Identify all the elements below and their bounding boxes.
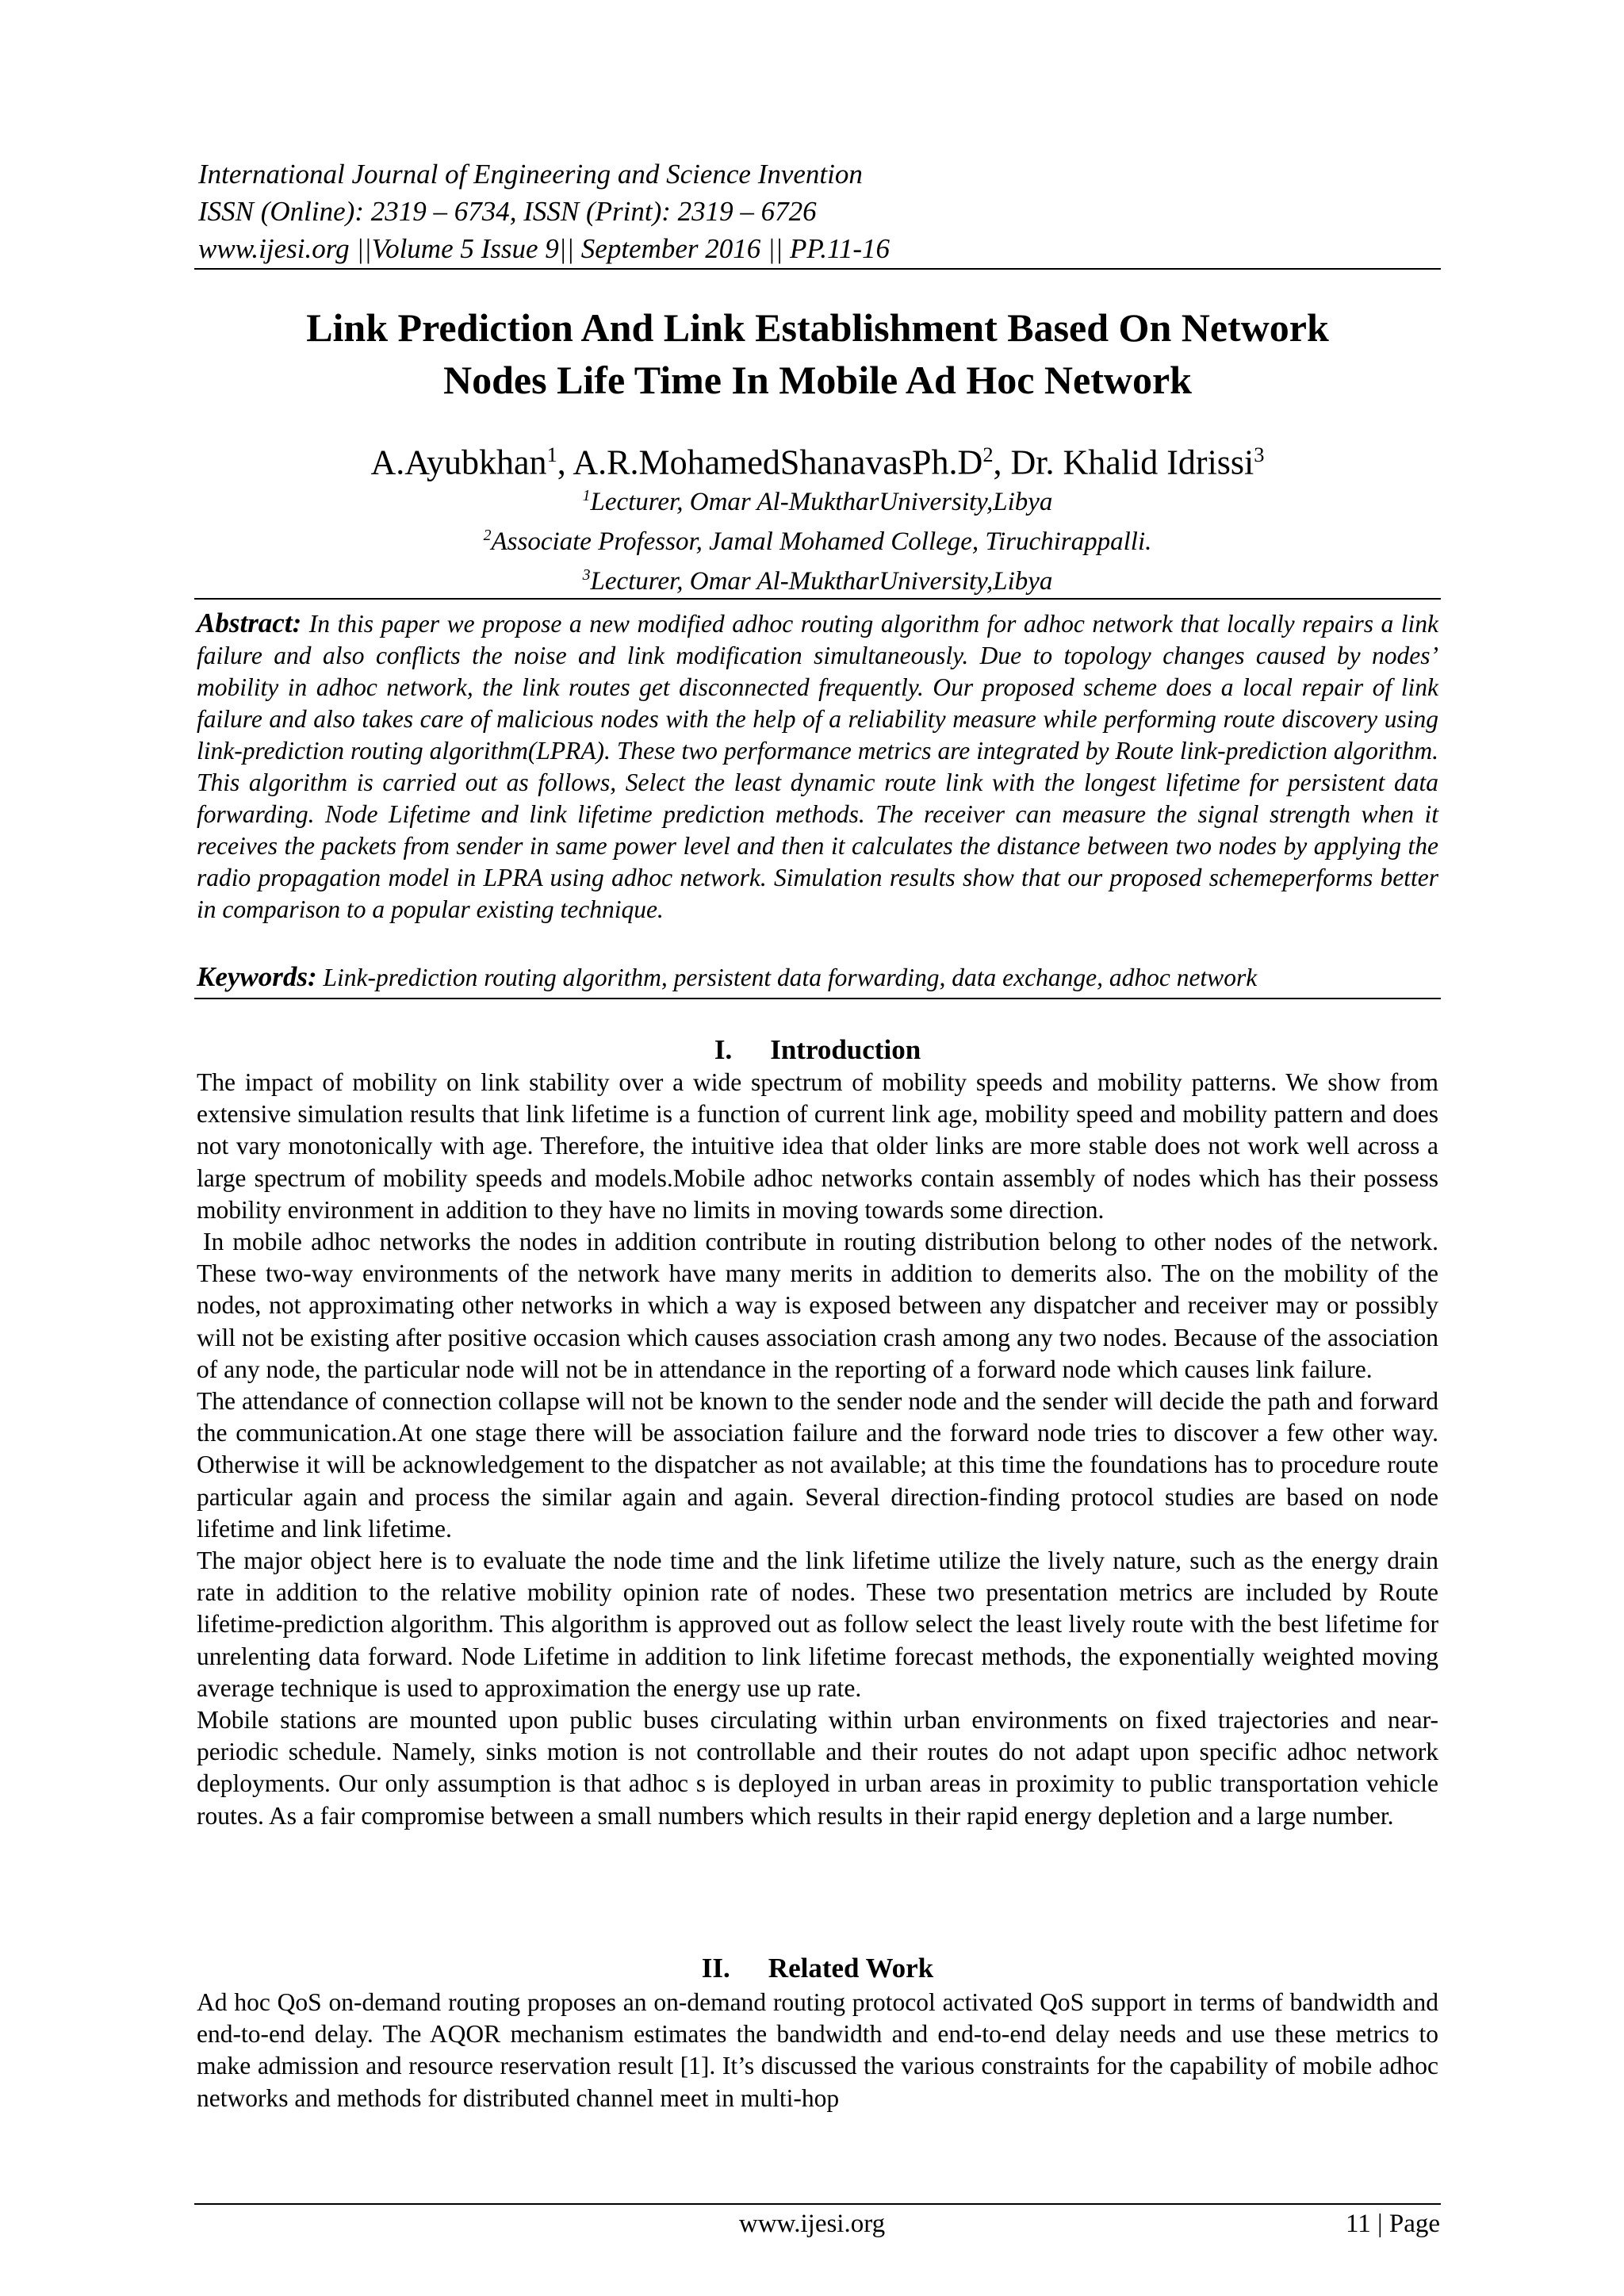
footer-website: www.ijesi.org xyxy=(738,2210,886,2238)
author-list xyxy=(194,432,1441,485)
affiliation-text: Lecturer, Omar Al-MuktharUniversity,Libya xyxy=(590,488,1053,516)
keywords-label: Keywords: xyxy=(197,961,317,992)
footer-page-number: 11 | Page xyxy=(1345,2210,1440,2238)
author-separator: , xyxy=(993,443,1011,482)
affiliation-mark: 2 xyxy=(483,527,492,544)
author-name: A.R.MohamedShanavasPh.D xyxy=(573,443,983,482)
abstract-text: In this paper we propose a new modified adhoc routing algorithm for adhoc network that locally repairs a link failure and also conflicts the noise and link modification simultaneously. Due to topology changes caused by nodes’ mobility in adhoc network, the link routes get disconnected frequently. Our proposed scheme does a local repair of link failure and also takes care of malicious nodes with the help of a reliability measure while performing route discovery using link-prediction routing algorithm(LPRA). These two performance metrics are integrated by Route link-prediction algorithm. This algorithm is carried out as follows, Select the least dynamic route link with the longest lifetime for persistent data forwarding. Node Lifetime and link lifetime prediction methods. The receiver can measure the signal strength when it receives the packets from sender in same power level and then it calculates the distance between two nodes by applying the radio propagation model in LPRA using adhoc network. Simulation results show that our proposed schemeperforms better in comparison to a popular existing technique. xyxy=(197,610,1439,923)
author-mark: 3 xyxy=(1254,443,1265,466)
paragraph: The attendance of connection collapse will not be known to the sender node and the sender will decide the path and forward the communication.At one stage there will be association failure and the forward node tries to discover a few other way. Otherwise it will be acknowledgement to the dispatcher as not available; at this time the foundations has to procedure route particular again and process the similar again and again. Several direction-finding protocol studies are based on node lifetime and link lifetime. xyxy=(197,1387,1438,1543)
journal-header xyxy=(198,155,1443,267)
abstract-bottom-rule xyxy=(194,998,1441,999)
affiliation-mark: 3 xyxy=(582,566,591,584)
affiliation xyxy=(194,558,1441,598)
paragraph: The impact of mobility on link stability over a wide spectrum of mobility speeds and mobility patterns. We show from extensive simulation results that link lifetime is a function of current link age, mobility speed and mobility pattern and does not vary monotonically with age. Therefore, the intuitive idea that older links are more stable does not work well across a large spectrum of mobility speeds and models.Mobile adhoc networks contain assembly of nodes which has their possess mobility environment in addition to they have no limits in moving towards some direction. xyxy=(197,1068,1438,1224)
section-number: I. xyxy=(714,1034,733,1065)
affiliation-text: Lecturer, Omar Al-MuktharUniversity,Libya xyxy=(590,567,1053,596)
journal-issn: ISSN (Online): 2319 – 6734, ISSN (Print): 2319 – 6726 xyxy=(198,196,817,227)
abstract xyxy=(197,608,1438,926)
section-body-related-work xyxy=(197,1987,1438,2114)
affiliation-text: Associate Professor, Jamal Mohamed College, Tiruchirappalli. xyxy=(491,527,1152,556)
keywords-text: Link-prediction routing algorithm, persistent data forwarding, data exchange, adhoc network xyxy=(323,964,1258,991)
author-name: Dr. Khalid Idrissi xyxy=(1010,443,1254,482)
author-mark: 2 xyxy=(982,443,994,466)
section-body-introduction xyxy=(197,1067,1438,1832)
footer-divider xyxy=(194,2203,1441,2205)
journal-name: International Journal of Engineering and Science Invention xyxy=(198,159,863,190)
affiliation-list xyxy=(194,479,1441,598)
author-name: A.Ayubkhan xyxy=(370,443,547,482)
affiliation-mark: 1 xyxy=(582,487,591,504)
author-separator: , xyxy=(557,443,573,482)
affiliation xyxy=(194,519,1441,558)
section-heading-related-work xyxy=(194,1951,1441,1986)
paragraph: The major object here is to evaluate the node time and the link lifetime utilize the lively nature, such as the energy drain rate in addition to the relative mobility opinion rate of nodes. These two presentation metrics are included by Route lifetime-prediction algorithm. This algorithm is approved out as follow select the least lively route with the best lifetime for unrelenting data forward. Node Lifetime in addition to link lifetime forecast methods, the exponentially weighted moving average technique is used to approximation the energy use up rate. xyxy=(197,1547,1438,1702)
section-title: Introduction xyxy=(770,1034,921,1065)
title-line-2: Nodes Life Time In Mobile Ad Hoc Network xyxy=(443,358,1192,402)
paragraph: Mobile stations are mounted upon public buses circulating within urban environments on fixed trajectories and near-periodic schedule. Namely, sinks motion is not controllable and their routes do not adapt upon specific adhoc network deployments. Our only assumption is that adhoc s is deployed in urban areas in proximity to public transportation vehicle routes. As a fair compromise between a small numbers which results in their rapid energy depletion and a large number. xyxy=(197,1706,1438,1830)
section-number: II. xyxy=(701,1953,730,1984)
affiliation xyxy=(194,479,1441,519)
abstract-top-rule xyxy=(194,598,1441,600)
keywords xyxy=(197,961,1438,994)
header-divider xyxy=(194,268,1441,270)
paper-title xyxy=(194,301,1441,406)
paragraph: In mobile adhoc networks the nodes in addition contribute in routing distribution belong to other nodes of the network. These two-way environments of the network have many merits in addition to demerits also. The on the mobility of the nodes, not approximating other networks in which a way is exposed between any dispatcher and receiver may or possibly will not be existing after positive occasion which causes association crash among any two nodes. Because of the association of any node, the particular node will not be in attendance in the reporting of a forward node which causes link failure. xyxy=(197,1228,1438,1383)
title-line-1: Link Prediction And Link Establishment Based On Network xyxy=(306,305,1329,350)
paragraph: Ad hoc QoS on-demand routing proposes an on-demand routing protocol activated QoS support in terms of bandwidth and end-to-end delay. The AQOR mechanism estimates the bandwidth and end-to-end delay needs and use these metrics to make admission and resource reservation result [1]. It’s discussed the various constraints for the capability of mobile adhoc networks and methods for distributed channel meet in multi-hop xyxy=(197,1988,1438,2112)
section-title: Related Work xyxy=(768,1953,934,1984)
abstract-label: Abstract: xyxy=(197,608,302,638)
section-heading-introduction xyxy=(194,1033,1441,1068)
journal-volume: www.ijesi.org ||Volume 5 Issue 9|| September 2016 || PP.11-16 xyxy=(198,233,891,264)
author-mark: 1 xyxy=(546,443,557,466)
